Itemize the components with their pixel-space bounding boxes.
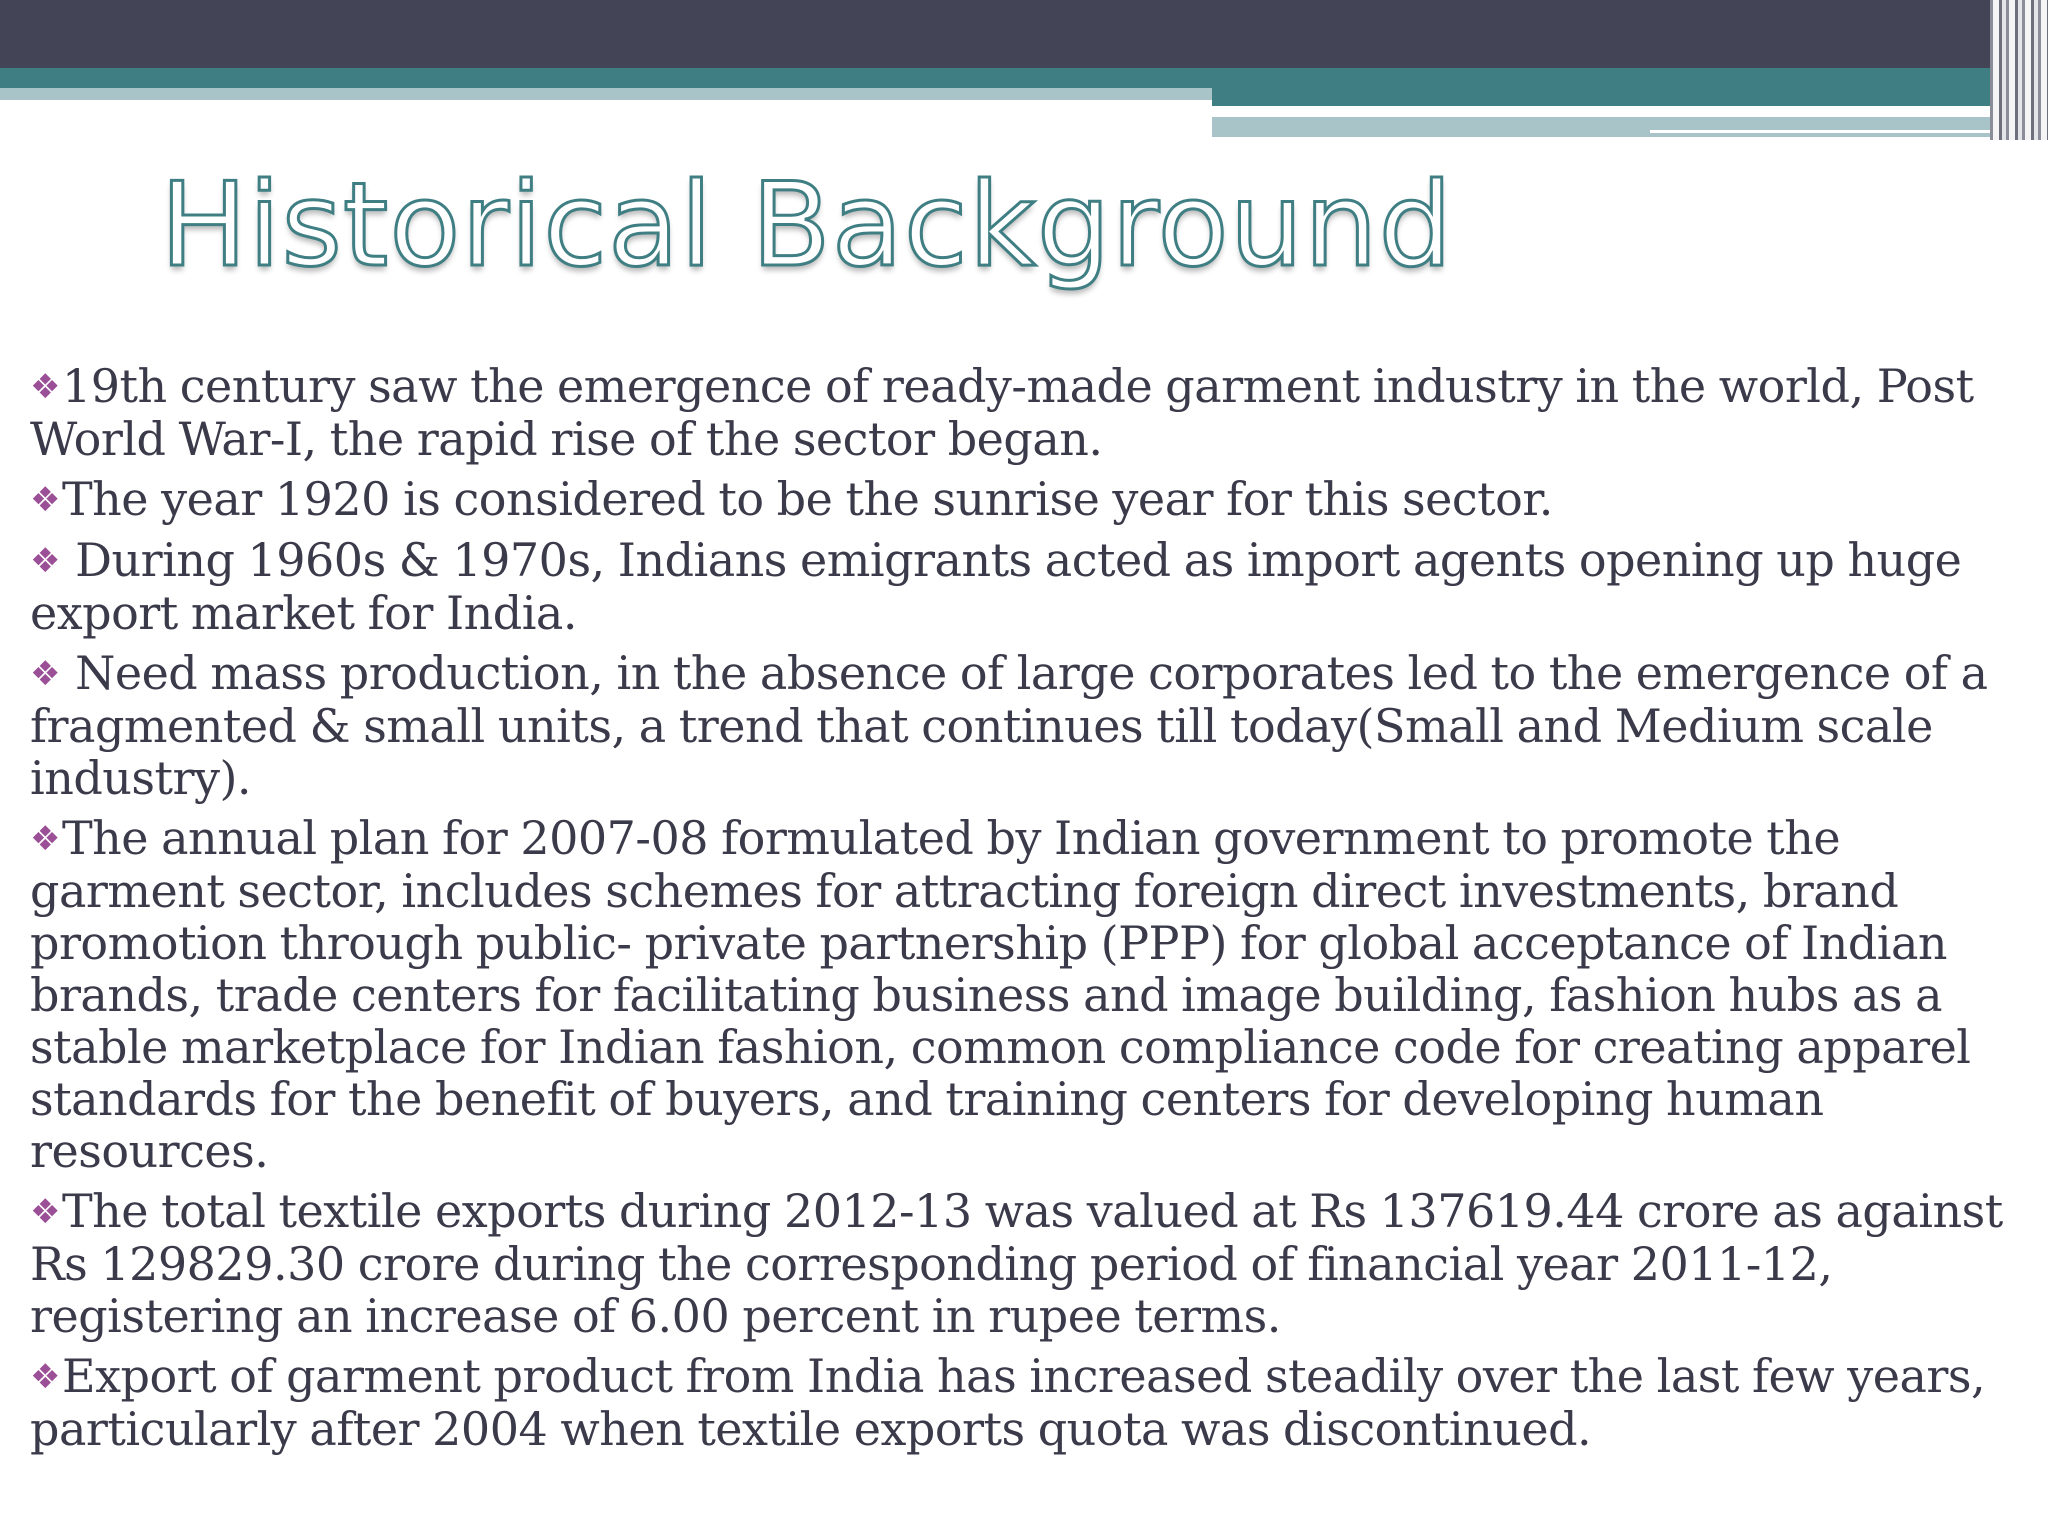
header-band-teal-right [1212,88,2048,106]
header-band-dark [0,0,2048,68]
bullet-text: The annual plan for 2007-08 formulated by Indian government to promote the garment sector, includes schemes for attracting foreign direct investments, brand promotion through public- private partnership (PPP) for global acceptance of Indian brands, trade centers for facilitating business and image building, fashion hubs as a stable marketplace for Indian fashion, common compliance code for creating apparel standards for the benefit of buyers, and training centers for developing human resources. [30,811,1971,1178]
header-divider-line [1212,110,1896,115]
bullet-item-5 [30,812,2030,1177]
header-band-light-left [0,88,1212,100]
diamond-bullet-icon: ❖ [30,819,60,859]
bullet-item-7 [30,1350,2030,1455]
header-divider-line-short [1650,130,2048,133]
diamond-bullet-icon: ❖ [30,654,60,694]
header-corner-stripes [1990,0,2048,140]
bullet-text: 19th century saw the emergence of ready-made garment industry in the world, Post World War-I, the rapid rise of the sector began. [30,359,1974,466]
bullet-item-4 [30,647,2030,804]
diamond-bullet-icon: ❖ [30,1357,60,1397]
bullet-item-1 [30,360,2030,465]
slide-title: Historical Background [160,158,1454,293]
bullet-item-6 [30,1185,2030,1342]
bullet-item-3 [30,534,2030,639]
bullet-text: Export of garment product from India has increased steadily over the last few years, particularly after 2004 when textile exports quota was discontinued. [30,1349,1986,1456]
diamond-bullet-icon: ❖ [30,480,60,520]
diamond-bullet-icon: ❖ [30,367,60,407]
header-band-light-right [1212,117,2048,137]
bullet-text: Need mass production, in the absence of large corporates led to the emergence of a fragmented & small units, a trend that continues till today(Small and Medium scale industry). [30,646,1988,805]
bullet-item-2 [30,473,2030,526]
bullet-text: The total textile exports during 2012-13 was valued at Rs 137619.44 crore as against Rs 129829.30 crore during the corresponding period of financial year 2011-12, registering an increase of 6.00 percent in rupee terms. [30,1184,2003,1343]
bullet-text: The year 1920 is considered to be the sunrise year for this sector. [61,472,1553,526]
diamond-bullet-icon: ❖ [30,541,60,581]
diamond-bullet-icon: ❖ [30,1192,60,1232]
bullet-list [30,360,2030,1463]
bullet-text: During 1960s & 1970s, Indians emigrants acted as import agents opening up huge export market for India. [30,533,1962,640]
header-band-teal [0,68,2048,88]
